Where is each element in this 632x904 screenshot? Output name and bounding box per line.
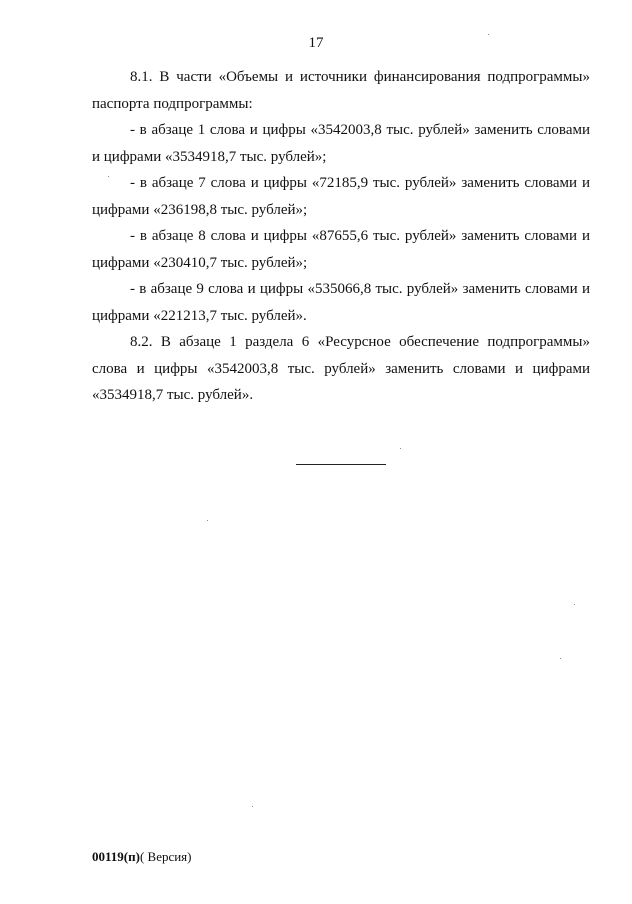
paragraph-abzac-7: - в абзаце 7 слова и цифры «72185,9 тыс. рублей» заменить словами и цифрами «236198,8 тыс. рублей»; — [92, 175, 590, 218]
scan-speck — [400, 448, 401, 449]
separator-line — [296, 464, 386, 465]
paragraph-8-1: 8.1. В части «Объемы и источники финансирования подпрограммы» паспорта подпрограммы: — [92, 69, 590, 112]
footer-version: ( Версия) — [139, 849, 192, 864]
page-number: 17 — [308, 35, 324, 51]
scan-speck — [574, 604, 575, 605]
scan-speck — [108, 176, 109, 177]
paragraph-abzac-8: - в абзаце 8 слова и цифры «87655,6 тыс. рублей» заменить словами и цифрами «230410,7 тыс. рублей»; — [92, 228, 590, 271]
footer-document-code — [92, 849, 192, 865]
scan-speck — [488, 34, 489, 35]
scan-speck — [207, 520, 208, 521]
paragraph-abzac-1: - в абзаце 1 слова и цифры «3542003,8 тыс. рублей» заменить словами и цифрами «3534918,7 тыс. рублей»; — [92, 122, 590, 165]
scan-speck — [252, 806, 253, 807]
footer-code: 00119(п) — [92, 849, 140, 864]
paragraph-abzac-9: - в абзаце 9 слова и цифры «535066,8 тыс. рублей» заменить словами и цифрами «221213,7 тыс. рублей». — [92, 281, 590, 324]
paragraph-8-2: 8.2. В абзаце 1 раздела 6 «Ресурсное обеспечение подпрограммы» слова и цифры «3542003,8 тыс. рублей» заменить словами и цифрами «3534918,7 тыс. рублей». — [92, 334, 590, 403]
document-body — [92, 64, 590, 409]
scan-speck — [560, 658, 561, 659]
